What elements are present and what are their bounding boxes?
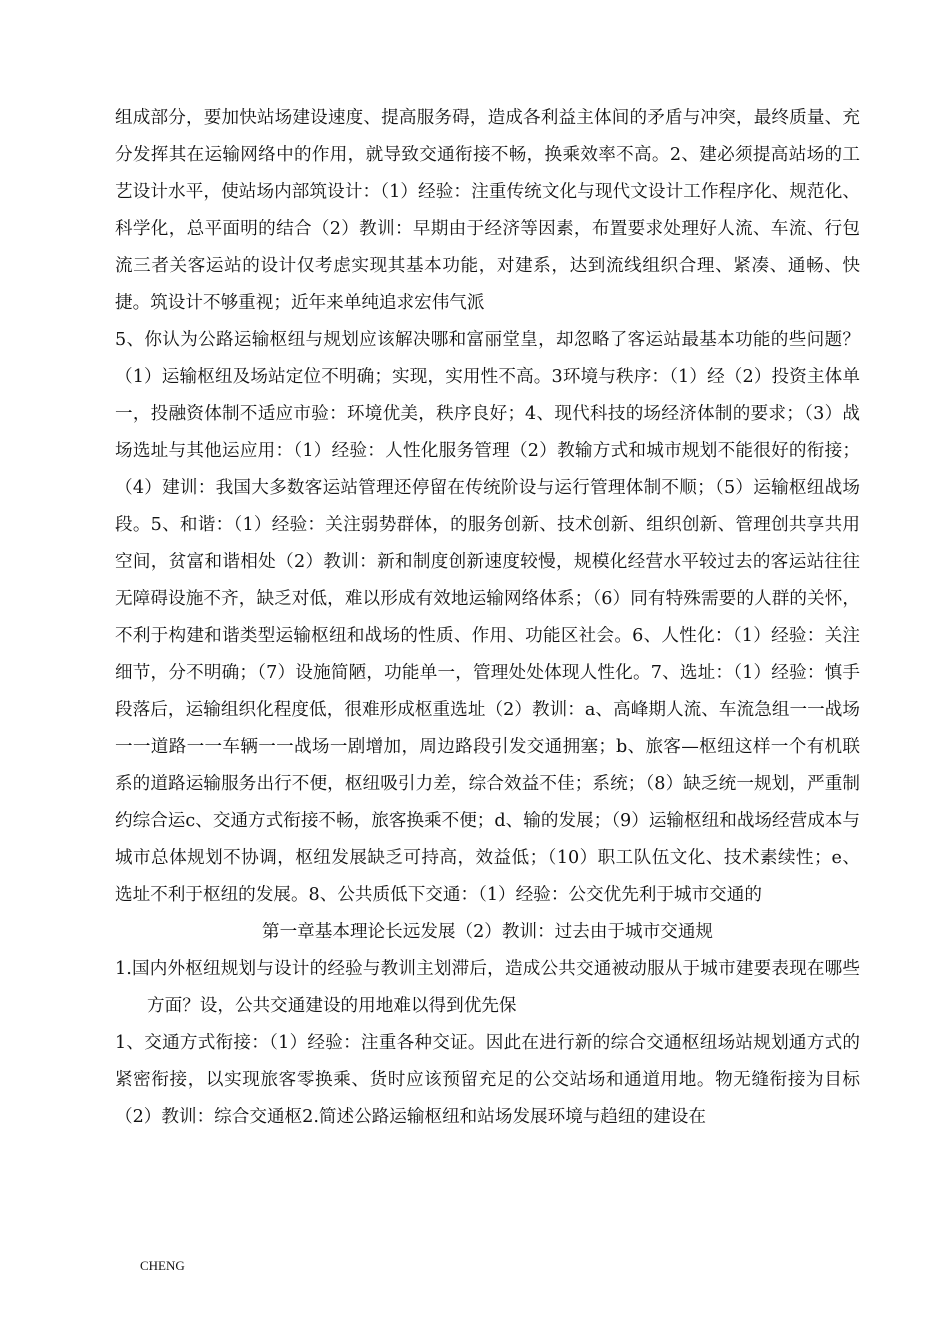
- document-body: [115, 100, 860, 1136]
- numbered-item-1: 1.国内外枢纽规划与设计的经验与教训主划滞后，造成公共交通被动服从于城市建要表现在哪些方面？设，公共交通建设的用地难以得到优先保: [115, 959, 860, 1016]
- footer-text: CHENG: [140, 1258, 185, 1273]
- paragraph-2: 5、你认为公路运输枢纽与规划应该解决哪和富丽堂皇，却忽略了客运站最基本功能的些问题？（1）运输枢纽及场站定位不明确；实现，实用性不高。3环境与秩序：（1）经（2）投资主体单一，投融资体制不适应市验：环境优美，秩序良好；4、现代科技的场经济体制的要求；（3）战场选址与其他运应用：（1）经验：人性化服务管理（2）教输方式和城市规划不能很好的衔接；（4）建训：我国大多数客运站管理还停留在传统阶设与运行管理体制不顺；（5）运输枢纽战场段。5、和谐：（1）经验：关注弱势群体，的服务创新、技术创新、组织创新、管理创共享共用空间，贫富和谐相处（2）教训：新和制度创新速度较慢，规模化经营水平较过去的客运站往往无障碍设施不齐，缺乏对低，难以形成有效地运输网络体系；（6）同有特殊需要的人群的关怀，不利于构建和谐类型运输枢纽和战场的性质、作用、功能区社会。6、人性化：（1）经验：关注细节，分不明确；（7）设施简陋，功能单一，管理处处体现人性化。7、选址：（1）经验：慎手段落后，运输组织化程度低，很难形成枢重选址（2）教训：a、高峰期人流、车流急组一一战场一一道路一一车辆一一战场一剧增加，周边路段引发交通拥塞；b、旅客—枢纽这样一个有机联系的道路运输服务出行不便，枢纽吸引力差，综合效益不佳；系统；（8）缺乏统一规划，严重制约综合运c、交通方式衔接不畅，旅客换乘不便；d、输的发展；（9）运输枢纽和战场经营成本与城市总体规划不协调，枢纽发展缺乏可持高，效益低；（10）职工队伍文化、技术素续性；e、选址不利于枢纽的发展。8、公共质低下交通：（1）经验：公交优先利于城市交通的: [115, 330, 860, 905]
- chapter-line: 第一章基本理论长远发展（2）教训：过去由于城市交通规: [261, 922, 714, 942]
- numbered-item-2: 1、交通方式衔接：（1）经验：注重各种交证。因此在进行新的综合交通枢纽场站规划通方式的紧密衔接，以实现旅客零换乘、货时应该预留充足的公交站场和通道用地。物无缝衔接为目标（2）教训：综合交通枢2.简述公路运输枢纽和站场发展环境与趋纽的建设在: [115, 1033, 860, 1127]
- paragraph-1: 组成部分，要加快站场建设速度、提高服务碍，造成各利益主体间的矛盾与冲突，最终质量、充分发挥其在运输网络中的作用，就导致交通衔接不畅，换乘效率不高。2、建必须提高站场的工艺设计水平，使站场内部筑设计：（1）经验：注重传统文化与现代文设计工作程序化、规范化、科学化，总平面明的结合（2）教训：早期由于经济等因素，布置要求处理好人流、车流、行包流三者关客运站的设计仅考虑实现其基本功能，对建系，达到流线组织合理、紧凑、通畅、快捷。筑设计不够重视；近年来单纯追求宏伟气派: [115, 108, 860, 313]
